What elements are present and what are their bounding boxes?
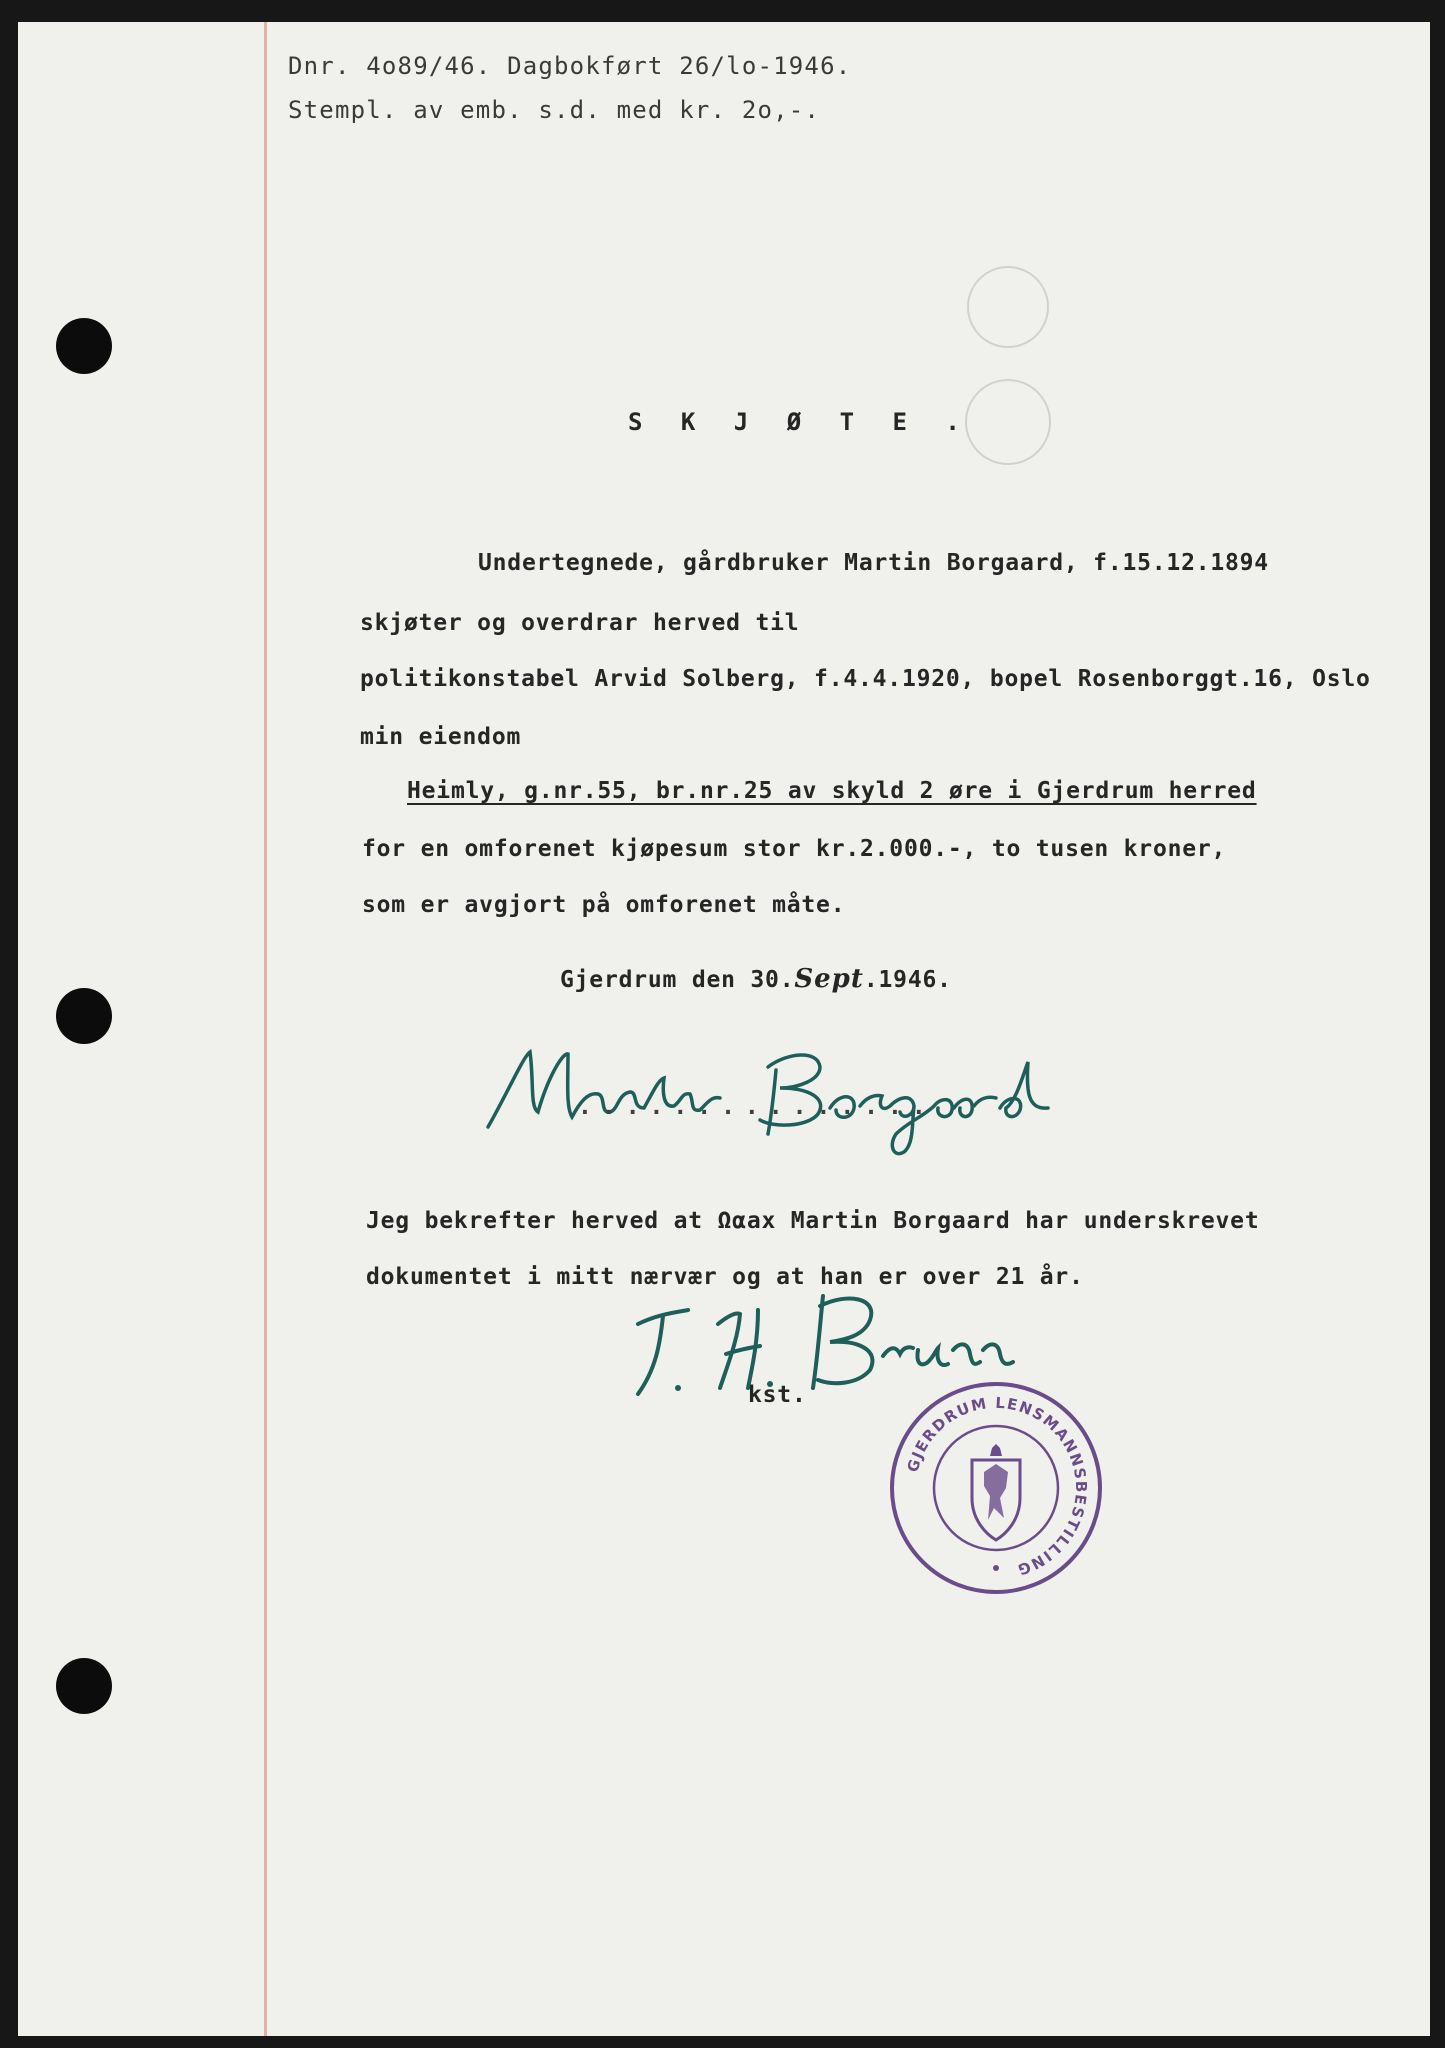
body-line-1: Undertegnede, gårdbruker Martin Borgaard, f.15.12.1894 [478,550,1269,576]
journal-number-line: Dnr. 4o89/46. Dagbokført 26/lo-1946. [288,52,852,80]
body-line-4: min eiendom [360,724,522,750]
margin-line [264,22,267,2036]
price-line-1: for en omforenet kjøpesum stor kr.2.000.-, to tusen kroner, [362,836,1227,862]
document-page [18,22,1430,2036]
punch-hole-top [56,318,112,374]
signature-dots: ............... [578,1094,936,1120]
handwritten-month: Sept [794,964,864,994]
confirmation-line-1: Jeg bekrefter herved at Ωαax Martin Borgaard har underskrevet [366,1208,1260,1234]
body-line-2: skjøter og overdrar herved til [360,610,800,636]
show-through-marks [948,262,1078,482]
stamp-text: GJERDRUM LENSMANNSBESTILLING [903,1393,1091,1580]
confirmation-line-2: dokumentet i mitt nærvær og at han er over 21 år. [366,1264,1084,1290]
punch-hole-middle [56,988,112,1044]
property-description: Heimly, g.nr.55, br.nr.25 av skyld 2 øre i Gjerdrum herred [407,778,1257,804]
document-title: S K J Ø T E . [628,408,972,436]
punch-hole-bottom [56,1658,112,1714]
price-line-2: som er avgjort på omforenet måte. [362,892,846,918]
place-date-prefix: Gjerdrum den 30. [560,967,795,993]
place-date [560,964,952,994]
stamp-fee-line: Stempl. av emb. s.d. med kr. 2o,-. [288,96,821,124]
signer-title: kst. [748,1382,807,1408]
body-line-3: politikonstabel Arvid Solberg, f.4.4.1920, bopel Rosenborggt.16, Oslo [360,666,1371,692]
official-stamp [876,1368,1116,1608]
place-date-year: .1946. [863,967,952,993]
